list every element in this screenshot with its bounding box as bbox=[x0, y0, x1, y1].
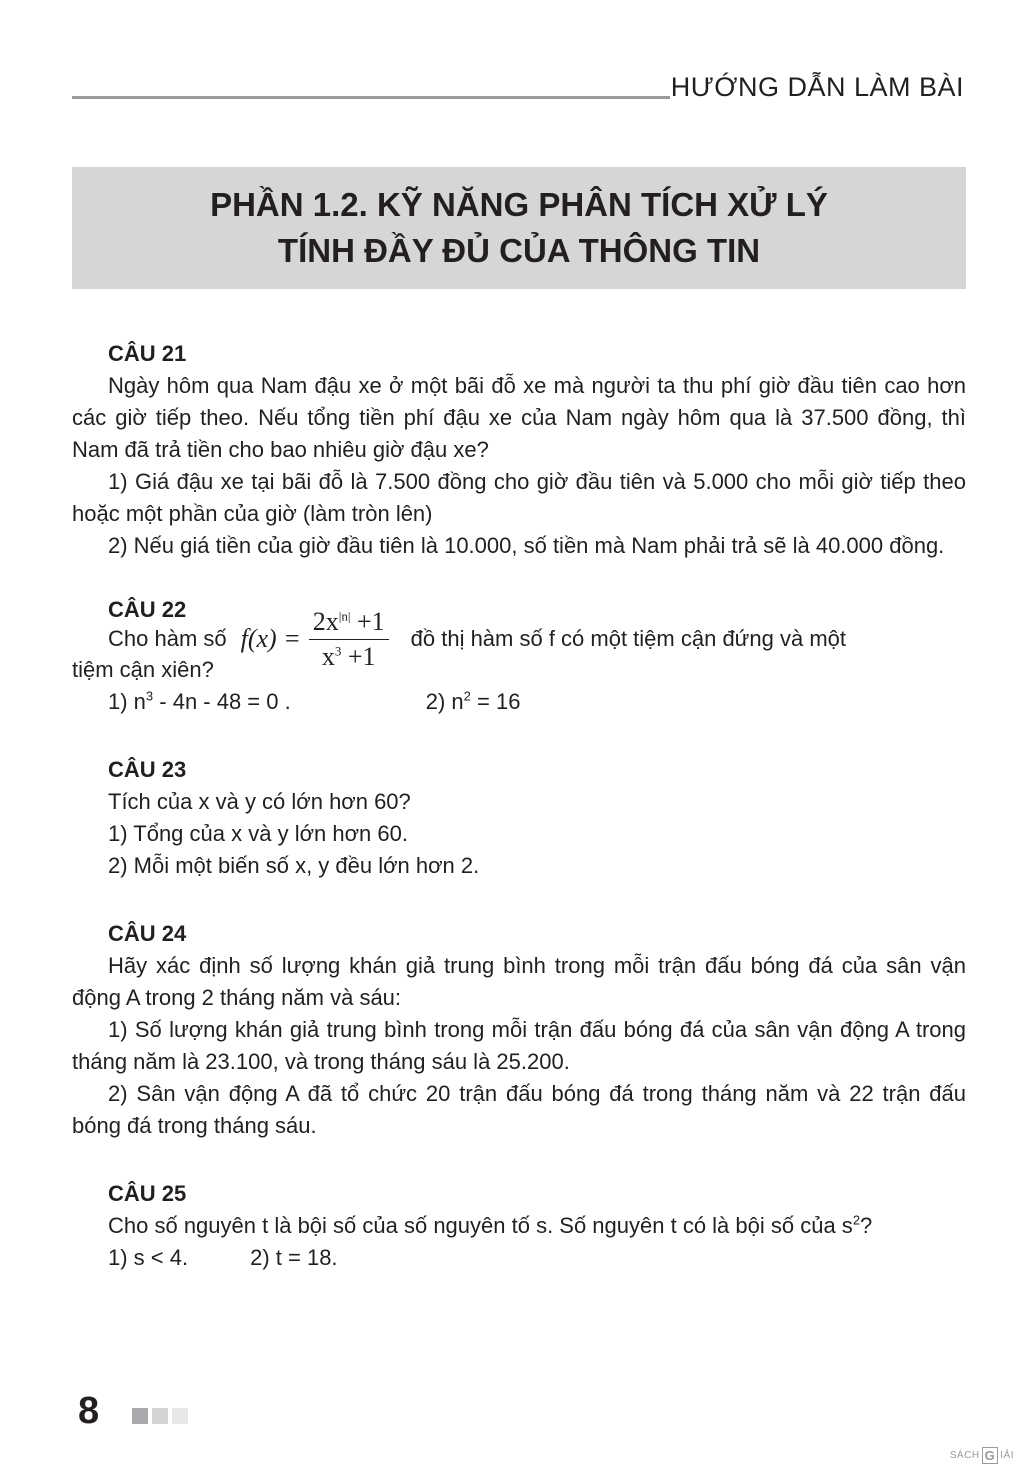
watermark-logo bbox=[950, 1447, 1014, 1464]
watermark-box: G bbox=[982, 1447, 999, 1464]
statement-2 bbox=[426, 686, 521, 718]
watermark-text-b: IẢI bbox=[1000, 1450, 1014, 1461]
question-title: CÂU 24 bbox=[108, 921, 187, 946]
statement-2: 2) Mỗi một biến số x, y đều lớn hơn 2. bbox=[108, 853, 480, 878]
question-24 bbox=[72, 918, 966, 1142]
decor-square bbox=[132, 1408, 148, 1424]
question-title: CÂU 21 bbox=[108, 341, 187, 366]
question-lead: Cho hàm số bbox=[108, 626, 227, 651]
statement-2: 2) t = 18. bbox=[250, 1245, 338, 1270]
banner-line-2: TÍNH ĐẦY ĐỦ CỦA THÔNG TIN bbox=[277, 232, 761, 269]
statements bbox=[72, 1242, 966, 1274]
question-22 bbox=[72, 594, 966, 718]
statement-2-text: 2) n bbox=[425, 689, 464, 714]
denominator-base: x bbox=[321, 641, 335, 671]
function-fraction bbox=[309, 607, 389, 672]
function-name: f(x) = bbox=[240, 624, 301, 653]
denominator-tail: +1 bbox=[341, 641, 376, 671]
decor-square bbox=[172, 1408, 188, 1424]
header-rule bbox=[72, 96, 670, 99]
question-body: Ngày hôm qua Nam đậu xe ở một bãi đỗ xe mà người ta thu phí giờ đầu tiên cao hơn các giờ tiếp theo. Nếu tổng tiền phí đậu xe của Nam ngày hôm qua là 37.500 đồng, thì Nam đã trả tiền cho bao nhiêu giờ đậu xe? bbox=[72, 373, 966, 462]
statement-1: 1) Tổng của x và y lớn hơn 60. bbox=[108, 821, 408, 846]
statement-1 bbox=[108, 686, 291, 718]
questions bbox=[72, 338, 966, 1310]
page-decoration bbox=[132, 1408, 188, 1424]
question-title: CÂU 25 bbox=[108, 1181, 187, 1206]
statement-1: 1) Số lượng khán giả trung bình trong mỗi trận đấu bóng đá của sân vận động A trong tháng năm là 23.100, và trong tháng sáu là 25.200. bbox=[72, 1017, 966, 1074]
watermark-text-a: SÁCH bbox=[949, 1450, 980, 1461]
question-title: CÂU 23 bbox=[108, 757, 187, 782]
numerator-exponent: |n| bbox=[338, 607, 351, 623]
statement-2-tail: = 16 bbox=[470, 689, 521, 714]
question-23 bbox=[72, 754, 966, 882]
statement-1: 1) s < 4. bbox=[108, 1245, 189, 1270]
decor-square bbox=[152, 1408, 168, 1424]
section-banner bbox=[72, 167, 966, 289]
question-body-exponent: 2 bbox=[852, 1212, 861, 1228]
question-continuation: tiệm cận xiên? bbox=[72, 657, 214, 682]
fraction-denominator bbox=[318, 640, 380, 672]
question-21 bbox=[72, 338, 966, 562]
fraction-numerator bbox=[309, 607, 389, 640]
statement-2: 2) Sân vận động A đã tổ chức 20 trận đấu bóng đá trong tháng năm và 22 trận đấu bóng đá trong tháng sáu. bbox=[72, 1081, 966, 1138]
question-body-tail: ? bbox=[860, 1213, 873, 1238]
question-body: Tích của x và y có lớn hơn 60? bbox=[108, 789, 411, 814]
page-number: 8 bbox=[78, 1390, 100, 1432]
denominator-exponent: 3 bbox=[334, 642, 342, 658]
question-body: Hãy xác định số lượng khán giả trung bình trong mỗi trận đấu bóng đá của sân vận động A trong 2 tháng năm và sáu: bbox=[72, 953, 966, 1010]
statement-1: 1) Giá đậu xe tại bãi đỗ là 7.500 đồng cho giờ đầu tiên và 5.000 cho mỗi giờ tiếp theo hoặc một phần của giờ (làm tròn lên) bbox=[72, 469, 966, 526]
statement-1-text: 1) n bbox=[108, 689, 146, 714]
question-body-text: Cho số nguyên t là bội số của số nguyên tố s. Số nguyên t có là bội số của s bbox=[108, 1213, 853, 1238]
numerator-base: 2x bbox=[312, 606, 339, 636]
statement-1-tail: - 4n - 48 = 0 . bbox=[153, 689, 291, 714]
statements bbox=[72, 686, 966, 718]
question-trail: đồ thị hàm số f có một tiệm cận đứng và một bbox=[410, 626, 847, 651]
header-title: HƯỚNG DẪN LÀM BÀI bbox=[670, 72, 964, 102]
statement-2: 2) Nếu giá tiền của giờ đầu tiên là 10.000, số tiền mà Nam phải trả sẽ là 40.000 đồng. bbox=[108, 533, 945, 558]
question-body bbox=[72, 1210, 966, 1242]
statement-1-exponent: 3 bbox=[145, 688, 154, 704]
question-25 bbox=[72, 1178, 966, 1274]
question-title: CÂU 22 bbox=[108, 597, 187, 622]
statement-2-exponent: 2 bbox=[463, 688, 471, 704]
numerator-tail: +1 bbox=[350, 606, 385, 636]
banner-line-1: PHẦN 1.2. KỸ NĂNG PHÂN TÍCH XỬ LÝ bbox=[210, 186, 828, 223]
